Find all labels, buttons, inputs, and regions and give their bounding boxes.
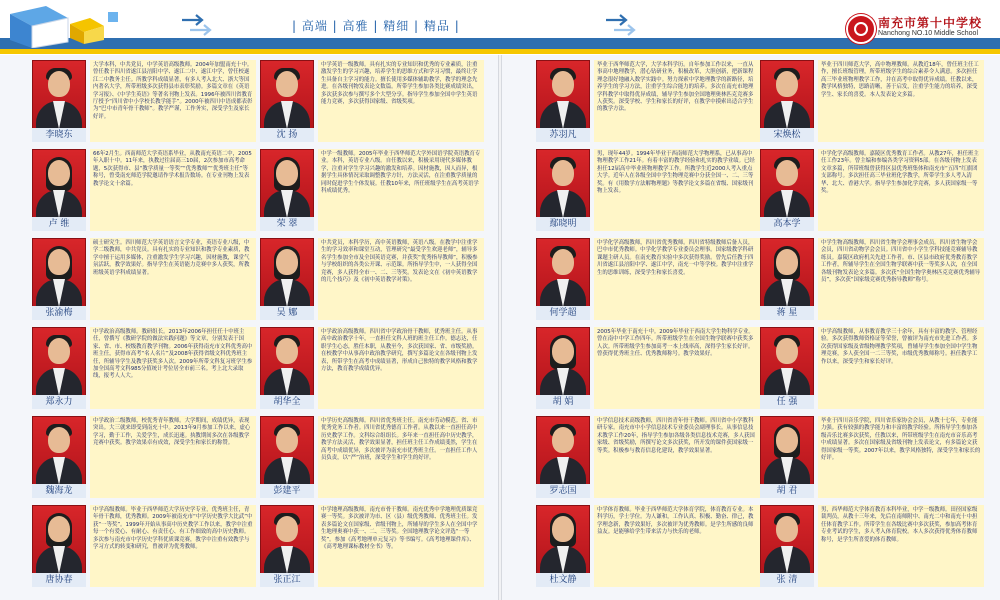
teacher-bio: 中学化学高级教师，四川省优秀教师。四川省特级教师后备人员，巴中市优秀教师。中学化学教学专业委员会理事。国家级教学科研课题主研人员。在南充教育实验中多次获得奖励。曾先后任教于四川省遂江县涪阳中学、遂江中学，南充一中等学校。教学中注重学生的思维训练，深受学生和家长喜爱。: [594, 238, 760, 320]
teacher-name: 荣 翠: [260, 217, 314, 231]
portrait-face: [552, 71, 574, 97]
portrait-face: [276, 338, 298, 364]
teacher-portrait: [536, 238, 590, 308]
teacher-bio: 毕业于四川音乐学院，四川省乐家协会会员，从教十七年，专业能力强。获有较强的教学能力和丰富的教学经验。所指导学生参加各级音乐比赛多次获奖，任教以来，所带班级学生在南充市音乐高考中成绩显著。多次在国家级及省级刊物上发表论文，有多篇论文获得国家级一等奖。2007年以来，教学风格独特，深受学生和家长的好评。: [818, 416, 984, 498]
teacher-portrait: [760, 238, 814, 308]
teacher-name: 张 清: [760, 573, 814, 587]
portrait-face: [776, 516, 798, 542]
teacher-portrait: [760, 60, 814, 130]
teacher-name: 郑永力: [32, 395, 86, 409]
teacher-bio: 中学化学高级教师。嘉陵区优秀教育工作者。从教27年，担任班主任工作23年。曾主编和参编各类学习资料5部。在各级刊物上发表文章多篇，所带班级曾获得区县优秀班集体和南充市“五四”红旗团支部称号。多次担任高三毕业班化学教学，所带学生多人考入清华、北大、香港大学。指导学生参加化学竞赛，多人获国家级一等奖。: [818, 149, 984, 231]
teacher-card: [760, 505, 986, 587]
teacher-portrait: [536, 416, 590, 486]
teacher-card: [536, 327, 762, 409]
teacher-name: 高本学: [760, 217, 814, 231]
teacher-name: 胡华全: [260, 395, 314, 409]
teacher-bio: 硕士研究生。四川师范大学英语语言文学专业，英语专业八级，中学二级教师，中共党员。具有扎实的专业知识和教学专业素质，教学中擅于运用多媒体，注重激发学生学习兴趣，因材施教，课堂气氛活跃，教学效果好。指导学生在英语能力竞赛中多人获奖，所教班级英语学科成绩显著。: [90, 238, 256, 320]
portrait-face: [48, 71, 70, 97]
teacher-portrait: [32, 327, 86, 397]
teacher-portrait: [260, 149, 314, 219]
teacher-portrait: [32, 149, 86, 219]
portrait-face: [48, 516, 70, 542]
portrait-face: [776, 160, 798, 186]
teacher-card: [260, 149, 486, 231]
teacher-name: 胡 娟: [536, 395, 590, 409]
teacher-card: [536, 149, 762, 231]
teacher-name: 蒋 星: [760, 306, 814, 320]
school-emblem-icon: [846, 14, 876, 44]
teacher-portrait: [536, 327, 590, 397]
teacher-card: [536, 416, 762, 498]
teacher-card: [260, 416, 486, 498]
portrait-face: [276, 516, 298, 542]
portrait-face: [552, 516, 574, 542]
teacher-portrait: [760, 149, 814, 219]
school-name-en: Nanchong NO.10 Middle School: [878, 30, 979, 37]
teacher-bio: 中学高级教师，从事教育教学三十余年，具有丰富的教学、管理经验。多次获得教师资格证等荣誉，曾被评为南充市先进工作者。多次获得国家级及省级物理教学奖项，曾辅导学生参加全国中学生物理竞赛，多人获全国一二三等奖，市级优秀教师称号。担任教学工作以来，深受学生和家长好评。: [818, 327, 984, 409]
portrait-face: [552, 427, 574, 453]
teacher-portrait: [32, 60, 86, 130]
teacher-portrait: [32, 505, 86, 575]
portrait-face: [552, 338, 574, 364]
teacher-bio: 中学政治高级教师。教研组长。2013年2006年担任任十中班主任，曾撰写《教研学院的做法实践问题》等文章，分别发表于国家、省、市、校级教育教学刊物。2006年获得南充市文科优秀高中班主任，获得市高考“名人名片”及2008年获得省级文科优秀班主任，所辅导学生及教学获奖多人次。2009年所带文科复习班学生参加全国高考文科985分值统计考位居全市前三名。考上北大录取线，报考人人大。: [90, 327, 256, 409]
page-fold: [498, 55, 502, 600]
portrait-face: [776, 71, 798, 97]
teacher-bio: 中共党员，本科学历，高中英语教师，英语八级。在教学中注重学生的学习效率和课堂互动，管理研究“最受学生欢迎老师”，辅导多名学生参加全市及全国英语竞赛，并获奖“优秀指导教师”，积极参与学校组织的各类公开课、示范课。所指导学生中，一人获得全国竞赛，多人获得全市一、二、三等奖。发表论文在《初中英语教学的几个技巧》及《初中英语教学对策》。: [318, 238, 484, 320]
teacher-card: [32, 505, 258, 587]
teacher-bio: 男，现年44岁。1994年毕业于西南师范大学物理系，已从事高中物理教学工作21年。有着丰富的教学经验和扎实的教学业绩。已经担任12届高中毕业班物理教学工作。所教学生近2000人考入重点大学。近年人在各级全国中学生物理竞赛中分获全国一、二、三等奖。有《用数学方法解物理题》等教学论文多篇在省级、国家级刊物上发表。: [594, 149, 760, 231]
teacher-card: [760, 149, 986, 231]
teacher-card: [32, 60, 258, 142]
portrait-face: [48, 249, 70, 275]
double-arrow-icon: [180, 14, 214, 36]
teacher-bio: 中学历史高级教师。四川省优秀班主任。南充市劳动模范。省、市优秀党务工作者。四川省优秀德育工作者。从教以来一直担任高中历史教学工作。文科综合组组长。多年来一直担任高中历史教学，教学方法灵活，教学效果显著，担任班主任工作成绩斐然，学生在高考中成绩优异，多次被评为南充市优秀班主任。一直担任工作人员负责，以“严”治班，深受学生和学生的好评。: [318, 416, 484, 498]
teacher-bio: 中学政治高级教师。四川省中学政治骨干教师，优秀班主任。从事高中政治教学十年，一直担任文科人班的班主任工作。德志达，任职学生心态，胜任本职，从教至今，多次获国家、省、市级奖励。在校教学中从事高中政治教学研究，撰写多篇论文在各级刊物上发表，所带学生在高考中成绩显著，形成自己独特的教学风格和教学方法，教育教学成绩优异。: [318, 327, 484, 409]
teacher-portrait: [536, 60, 590, 130]
teacher-bio: 中学一级教师。2005年毕业于西华师范大学外国语学院英语教育专业。本科，英语专业八级。自任教以来，积极采用现代多媒体教学，注重对学生学习兴趣的激发和培养。因材施教，因人而异，根据学生具体情况采取调整教学方针，方法灵活，在注重教学质量的同时促进学生个体发展。任教10年来，所任班级学生在高考英语学科成绩优秀。: [318, 149, 484, 231]
teacher-name: 卢 维: [32, 217, 86, 231]
double-arrow-icon: [604, 14, 638, 36]
teacher-portrait: [32, 238, 86, 308]
teacher-card: [260, 60, 486, 142]
teacher-portrait: [260, 416, 314, 486]
teacher-bio: 中学高级教师。毕业于西华师范大学历史学专业，优秀班主任，青年骨干教师，优秀教师。2009年被南充市“中学历史教学大比武”中获“一等奖”。1999年开始从事高中历史教学工作以来，教学中注重每一个有爱心、有耐心、有责任心、有工作细致的高中历史教师。多次参与南充市中学历史学科优质课竞赛，教学中注重有效教学与学习方式的转变和研究，曾被评为优秀教师。: [90, 505, 256, 587]
teacher-name: 唐协春: [32, 573, 86, 587]
teacher-portrait: [260, 505, 314, 575]
teacher-bio: 中学英语一级教师。具有扎实的专业知识和优秀的专业素质，注重激发学生的学习兴趣，培养学生的思维方式和学习习惯，最终让学生具备自主学习的能力。擅长使用多媒体辅助教学，教学的理念先进。在各级刊物发表论文数篇。所带学生参加各类比赛成绩突出，多次获多次参与撰写多个大型分享。指导学生参加全国中学生英语能力竞赛，多次获得国家级、省级奖项。: [318, 60, 484, 142]
teacher-card: [760, 416, 986, 498]
teacher-name: 魏海龙: [32, 484, 86, 498]
portrait-face: [552, 160, 574, 186]
teacher-card: [260, 238, 486, 320]
teacher-bio: 中学政治二级教师，校优秀青年教师。大学期间，成绩优异，表现突出。大三就来即受到南充十中。2013年9月参加工作以来，虚心学习，勤于工作，关爱学生，成长迅速。执教期间多次在各级教学竞赛中获奖。教学效果卓有成效，深受学生和家长的称赞。: [90, 416, 256, 498]
teacher-name: 沈 扬: [260, 128, 314, 142]
teacher-card: [760, 60, 986, 142]
teacher-name: 吴 娜: [260, 306, 314, 320]
teacher-bio: 2005年毕业于南充十中。2009年毕业于西南大学生物科学专业。曾在南中中学工作四年。所带班级学生在全国生物学联赛中获奖多人次。所带班级学生参加高考一本上线率高，深得学生家长好评。曾获得优秀班主任、优秀教师称号。教学效果好。: [594, 327, 760, 409]
school-name-cn: 南充市第十中学校: [878, 16, 983, 30]
teacher-name: 彭建平: [260, 484, 314, 498]
teacher-name: 罗志国: [536, 484, 590, 498]
teacher-card: [260, 327, 486, 409]
teacher-card: [32, 149, 258, 231]
teacher-name: 杜文静: [536, 573, 590, 587]
teacher-portrait: [536, 149, 590, 219]
portrait-face: [276, 71, 298, 97]
teacher-portrait: [260, 327, 314, 397]
portrait-face: [552, 249, 574, 275]
teacher-bio: 中学信息技术高级教师，四川省青年骨干教师。四川省中小学教科研专家。南充市中小学信息技术专业委员会副理事长。从事信息技术教学工作20年，指导学生参加各级各类信息技术竞赛，多人获国家级、省级奖励，所撰写论文多次获奖，所开发的课件获国家级一等奖。积极参与教育信息化建设，教学效果显著。: [594, 416, 760, 498]
teacher-portrait: [760, 505, 814, 575]
teacher-bio: 中学地理高级教师，南充市骨干教师。南充优秀中学地理优质课竞赛一等奖。多次被评为市、区（县）级优秀教师、优秀班主任。发表多篇论文在国家级、省级刊物上，所辅导的学生多人在全国中学生地理奥赛中获一、二、三等奖。全国地理教学论文评选“一等奖”。参加《高考地理单元复习》等书编写。《高考地理课件库》、《高考地理课标教材全书》等。: [318, 505, 484, 587]
portrait-face: [776, 338, 798, 364]
teacher-portrait: [32, 416, 86, 486]
teacher-name: 何学超: [536, 306, 590, 320]
teacher-portrait: [536, 505, 590, 575]
portrait-face: [276, 249, 298, 275]
teacher-name: 任 强: [760, 395, 814, 409]
portrait-face: [48, 338, 70, 364]
teacher-card: [32, 416, 258, 498]
teacher-card: [260, 505, 486, 587]
teacher-card: [536, 238, 762, 320]
teacher-bio: 66年2月生。西南师范大学英语系毕业，从教南充英语二中，2005年入职十中。11年来，执教过往届高三10届，2次参加市高考命题，5次获得市、县“教学质量一等奖”“优秀教师”“优秀班主任”等称号，曾受南充师范学院邀请作学术报告数场。在专业刊物上发表教学论文十余篇。: [90, 149, 256, 231]
portrait-face: [276, 160, 298, 186]
teacher-name: 宋焕松: [760, 128, 814, 142]
teacher-card: [32, 327, 258, 409]
teacher-bio: 毕业于四川师范大学，高中物理教师。从教近18年，曾任班主任工作，擅长班级管理，所带班级学生的综合素养令人满意。多次担任高三毕业班物理教学工作，并在高考中取得优异成绩。任教以来，教学风格独特，思路清晰，善于启发，注重学生能力的培养，深受学生、家长的喜爱。本人发表论文多篇。: [818, 60, 984, 142]
portrait-face: [776, 427, 798, 453]
teacher-portrait: [260, 60, 314, 130]
portrait-face: [48, 160, 70, 186]
teacher-name: 鄢晓明: [536, 217, 590, 231]
teacher-name: 张正江: [260, 573, 314, 587]
header-bar: [0, 0, 1000, 55]
portrait-face: [48, 427, 70, 453]
teacher-bio: 大学本科，中共党员，中学英语高级教师。2004年加盟南充十中。曾任教于四川省遂江县涪阳中学、遂江二中、遂江中学，曾任校遂江二中教务主任。所教学科成绩显著，有多人考入北大、浙大等国内著名大学，所带班级多次获得县市表彰奖励。多篇文章在《英语学习报》、《中学生英语》等著名刊物上发表。1996年被四川省教育厅授予“四川省中小学校长教学能手”。2000年被四川中语成都表彰为“巴中市青年骨干教师”。教学严谨，工作务实，深受学生及家长好评。: [90, 60, 256, 142]
header-yellow-stripe: [0, 49, 1000, 54]
teacher-portrait: [760, 416, 814, 486]
portrait-face: [776, 249, 798, 275]
decorative-cubes-icon: [8, 4, 123, 48]
portrait-face: [276, 427, 298, 453]
teacher-bio: 男，西华师范大学体育教育本科毕业，中学一级教师。田径国家级裁判员，从教十三年来，先后在南师附中、南充二中和南充十中担任体育教学工作。所带学生在各级比赛中多次获奖，参加高考体育专业考试的学生，多人考入体育院校。本人多次获得优秀体育教师称号，是学生所喜爱的体育教师。: [818, 505, 984, 587]
teacher-card: [536, 505, 762, 587]
teacher-portrait: [760, 327, 814, 397]
teacher-bio: 毕业于西华师范大学，大学本科学历。自年参加工作以来，一直从事高中地理教学，潜心钻研业务，积极改革，大胆创新，把新课程理念很好地融入数学实践中。努力探索中学地理教学的新路径，培养学生的学习方法，注重学生综合能力的培养。多次在南充市地理学科教学中取得优异成绩，辅导学生参加全国地理奥林匹克竞赛多人获奖。深受学校、学生和家长的好评，在教学中摸索出适合学生的教学方法。: [594, 60, 760, 142]
teacher-name: 李晓东: [32, 128, 86, 142]
teacher-name: 胡 君: [760, 484, 814, 498]
teacher-card: [536, 60, 762, 142]
teacher-card: [760, 238, 986, 320]
teacher-name: 张渝梅: [32, 306, 86, 320]
header-slogan: | 高端 | 高雅 | 精细 | 精品 |: [292, 19, 460, 33]
teacher-bio: 中学生物高级教师，四川省生物学会理事会成员。四川省生物学会会员，四川省动物学会会员。四川省中小学生学科技能竞赛辅导教练员。嘉陵区政府机关先进工作者。市、区县市政府优秀教育教学工作者，所辅导学生在全国生物学联赛中获一等奖多人次，在全国各级刊物发表论文多篇。多次获“全国生物学奥林匹克竞赛优秀辅导员”，多次获“国家级竞赛优秀指导教师”称号。: [818, 238, 984, 320]
teacher-name: 苏羽凡: [536, 128, 590, 142]
teacher-card: [32, 238, 258, 320]
teacher-portrait: [260, 238, 314, 308]
teacher-bio: 中学体育教师。毕业于西华师范大学体育学院，体育教育专业。本科学历，学士学位。为人谦和，工作认真、积极、勤奋、律己，教学理念新，教学效果好，多次被评为优秀教师。是学生所感的良师益友。是能够给学生带来活力与快乐的老师。: [594, 505, 760, 587]
teacher-card: [760, 327, 986, 409]
